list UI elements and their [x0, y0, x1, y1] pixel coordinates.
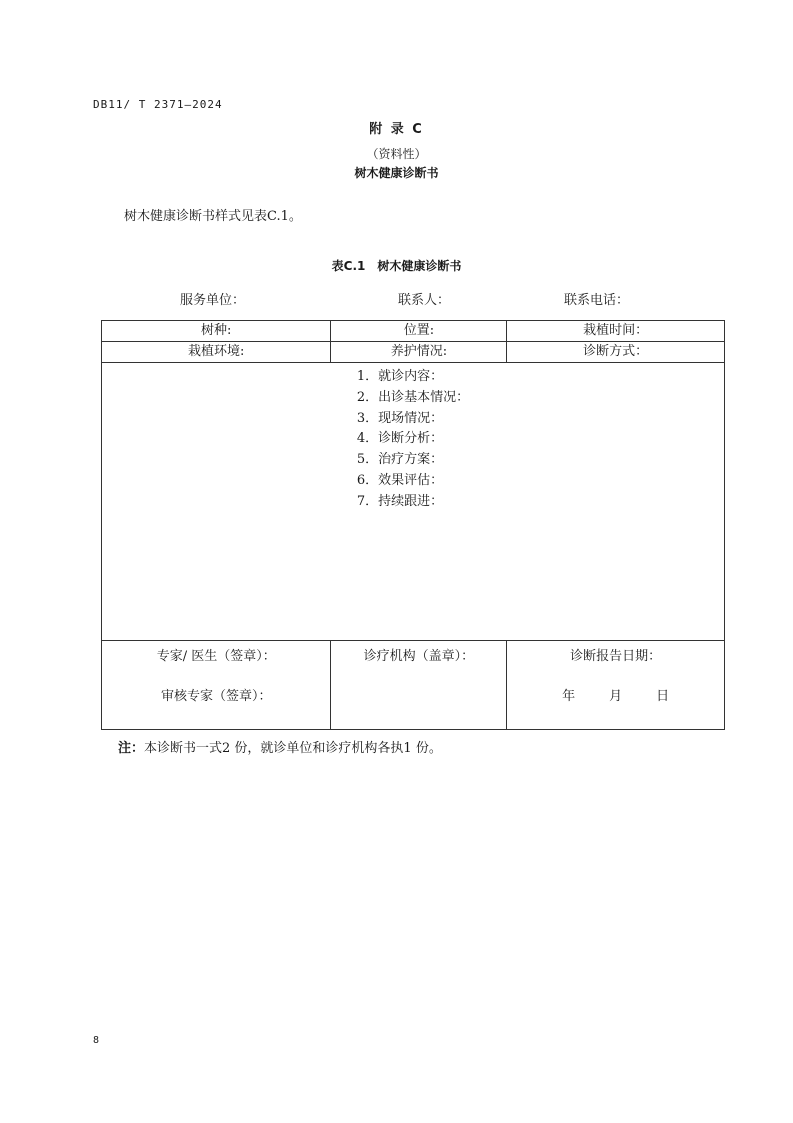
date-year-label: 年	[562, 689, 576, 704]
appendix-title: 树木健康诊断书	[354, 166, 439, 180]
table-caption: 表C.1 树木健康诊断书	[331, 259, 462, 273]
list-item: 4．诊断分析：	[356, 431, 444, 447]
institution-seal-cell	[331, 641, 507, 730]
report-date-cell	[507, 641, 725, 730]
expert-signature-cell	[102, 641, 331, 730]
report-date-label: 诊断报告日期：	[570, 649, 662, 664]
list-item: 2．出诊基本情况：	[356, 389, 470, 405]
note-text: 本诊断书一式2 份，就诊单位和诊疗机构各执1 份。	[144, 741, 442, 756]
service-unit-label: 服务单位：	[180, 293, 246, 308]
table-row	[102, 641, 725, 730]
expert-signature-label: 专家/ 医生（签章）：	[156, 649, 276, 664]
table-note	[118, 737, 442, 756]
table-row	[102, 363, 725, 641]
list-item: 1．就诊内容：	[356, 369, 444, 384]
list-item: 5．治疗方案：	[356, 452, 444, 468]
location-cell: 位置:	[331, 321, 507, 342]
table-row	[102, 342, 725, 363]
table-row	[102, 321, 725, 342]
diagnosis-content-list	[357, 367, 469, 513]
appendix-label: 附 录 C	[369, 122, 424, 137]
planting-time-cell: 栽植时间：	[507, 321, 725, 342]
list-item: 6．效果评估：	[356, 472, 444, 488]
list-item: 7．持续跟进：	[356, 493, 444, 509]
diagnosis-content-cell	[102, 363, 725, 641]
date-day-label: 日	[656, 689, 670, 704]
maintenance-status-cell: 养护情况:	[331, 342, 507, 363]
page-number: 8	[93, 1035, 100, 1046]
date-month-label: 月	[609, 689, 623, 704]
institution-seal-label: 诊疗机构（盖章）：	[363, 649, 475, 664]
tree-species-cell: 树种:	[102, 321, 331, 342]
standard-code: DB11/ T 2371—2024	[93, 98, 223, 111]
appendix-nature: （资料性）	[366, 147, 427, 161]
reviewer-signature-label: 审核专家（签章）：	[160, 689, 272, 704]
diagnosis-method-cell: 诊断方式：	[507, 342, 725, 363]
list-item: 3．现场情况：	[356, 410, 444, 426]
diagnosis-form-table	[101, 320, 725, 730]
note-label: 注：	[118, 741, 145, 756]
contact-phone-label: 联系电话：	[564, 293, 630, 308]
contact-person-label: 联系人：	[398, 293, 451, 308]
report-date-fields	[507, 685, 724, 704]
planting-environment-cell: 栽植环境:	[102, 342, 331, 363]
intro-paragraph: 树木健康诊断书样式见表C.1。	[124, 209, 302, 224]
